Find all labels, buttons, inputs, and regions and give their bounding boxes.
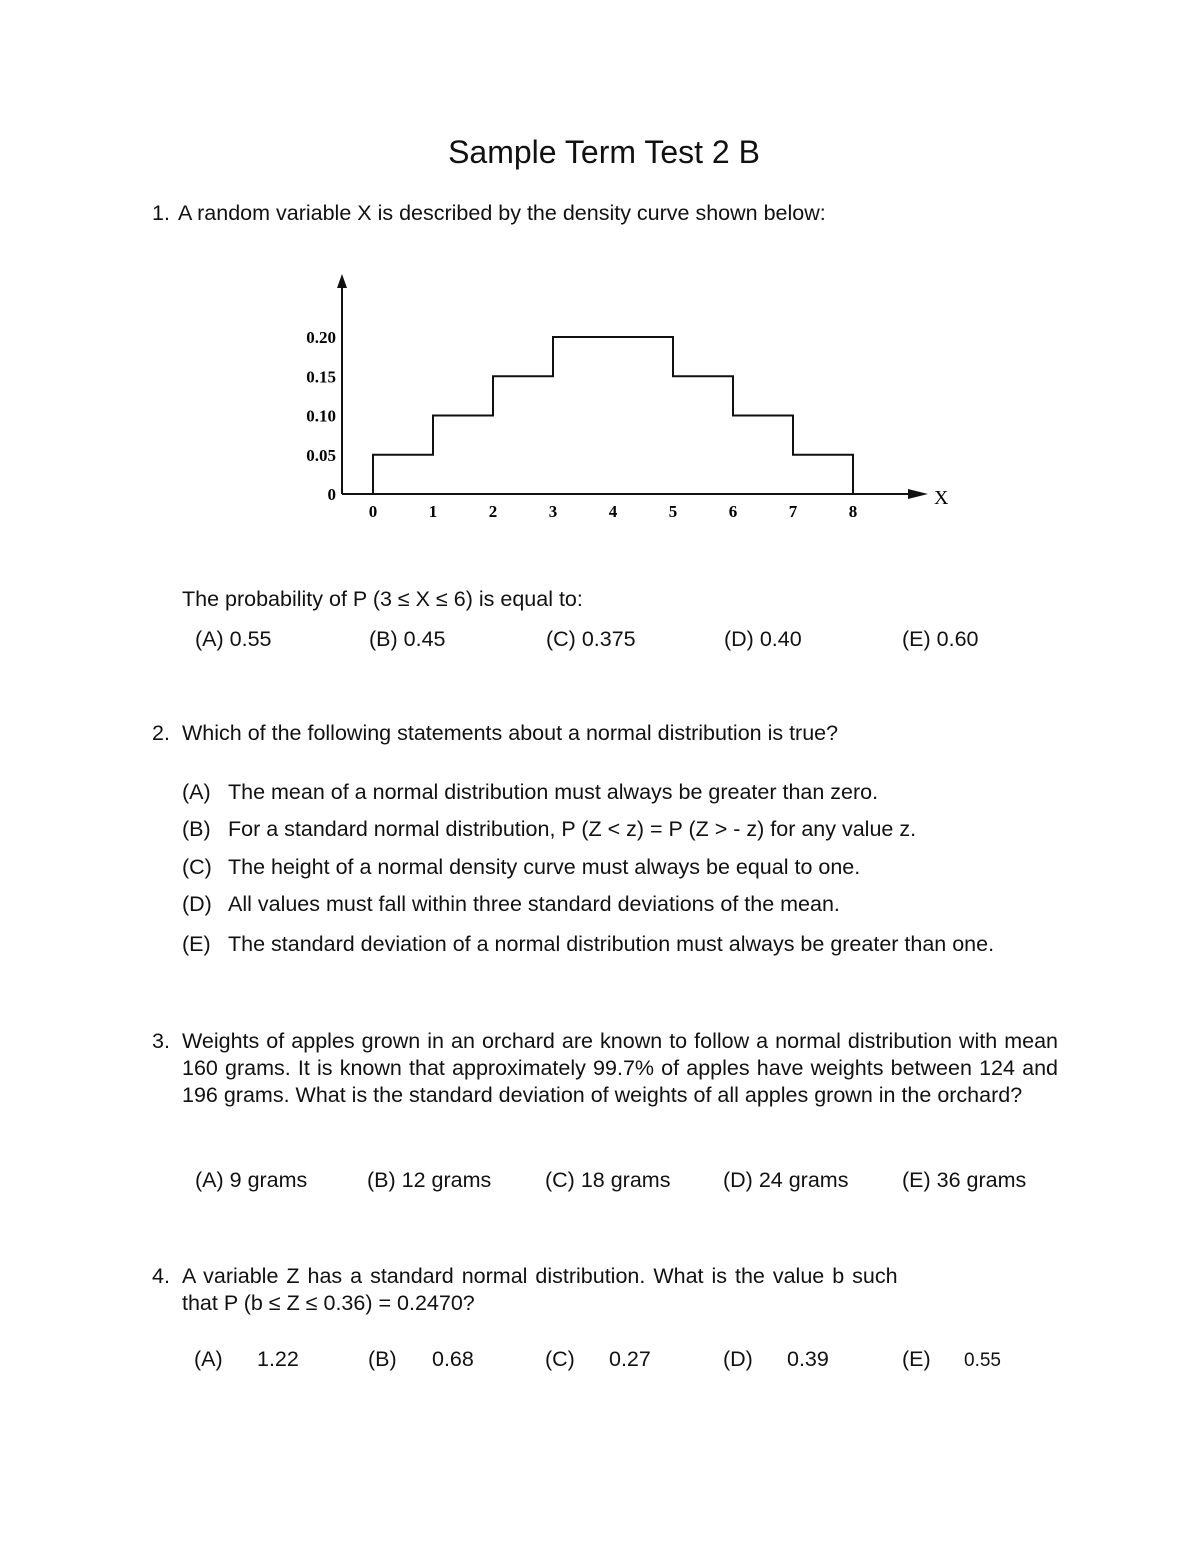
q4-option-b-letter[interactable]: (B)	[368, 1347, 397, 1371]
q4-option-e-value[interactable]: 0.55	[964, 1350, 1001, 1371]
y-axis-arrow-icon	[337, 274, 347, 288]
q1-prompt: The probability of P (3 ≤ X ≤ 6) is equal to:	[182, 587, 583, 611]
q2-option-c-letter[interactable]: (C)	[182, 855, 212, 879]
q3-number: 3.	[152, 1029, 170, 1053]
density-step-line	[373, 337, 853, 494]
q4-option-a-value[interactable]: 1.22	[257, 1347, 299, 1371]
x-axis-arrow-icon	[908, 489, 928, 499]
density-chart	[280, 262, 980, 532]
q3-text: Weights of apples grown in an orchard are known to follow a normal distribution with mean 160 grams. It is known that approximately 99.7% of apples have weights between 124 and 196 grams. What is the standard deviation of weights of all apples grown in the orchard?	[182, 1029, 1058, 1107]
q2-option-e-letter[interactable]: (E)	[182, 932, 211, 956]
q3-option-b[interactable]: (B) 12 grams	[367, 1168, 492, 1192]
x-tick-label: 5	[668, 502, 678, 521]
x-tick-label: 4	[608, 502, 618, 521]
x-tick-label: 1	[428, 502, 438, 521]
q4-option-d-letter[interactable]: (D)	[723, 1347, 753, 1371]
q2-option-c-text[interactable]: The height of a normal density curve must always be equal to one.	[228, 855, 861, 879]
y-tick-label: 0.15	[306, 367, 336, 387]
q2-option-b-letter[interactable]: (B)	[182, 817, 211, 841]
q4-option-b-value[interactable]: 0.68	[432, 1347, 474, 1371]
q1-number: 1.	[152, 201, 170, 225]
q1-option-d[interactable]: (D) 0.40	[724, 627, 802, 651]
x-tick-label: 2	[488, 502, 498, 521]
x-tick-label: 7	[788, 502, 798, 521]
q2-option-d-text[interactable]: All values must fall within three standard deviations of the mean.	[228, 892, 840, 916]
q2-option-e-text[interactable]: The standard deviation of a normal distribution must always be greater than one.	[228, 932, 995, 956]
q2-option-b-text[interactable]: For a standard normal distribution, P (Z < z) = P (Z > - z) for any value z.	[228, 817, 917, 841]
y-tick-label: 0.20	[306, 328, 336, 347]
q1-option-b[interactable]: (B) 0.45	[369, 627, 446, 651]
q3-option-a[interactable]: (A) 9 grams	[195, 1168, 308, 1192]
q3-option-d[interactable]: (D) 24 grams	[723, 1168, 849, 1192]
q2-option-a-text[interactable]: The mean of a normal distribution must always be greater than zero.	[228, 780, 879, 804]
q3-option-e[interactable]: (E) 36 grams	[902, 1168, 1027, 1192]
q2-number: 2.	[152, 721, 170, 745]
q2-option-a-letter[interactable]: (A)	[182, 780, 211, 804]
x-tick-label: 8	[848, 502, 858, 521]
q1-option-c[interactable]: (C) 0.375	[546, 627, 636, 651]
q4-option-c-value[interactable]: 0.27	[609, 1347, 651, 1371]
q2-text: Which of the following statements about a normal distribution is true?	[182, 721, 839, 745]
q1-option-a[interactable]: (A) 0.55	[195, 627, 272, 651]
x-tick-label: 0	[368, 502, 378, 521]
q4-option-c-letter[interactable]: (C)	[545, 1347, 575, 1371]
q4-line-2: that P (b ≤ Z ≤ 0.36) = 0.2470?	[182, 1291, 475, 1315]
y-tick-label: 0.05	[306, 445, 336, 465]
q4-number: 4.	[152, 1264, 170, 1288]
q4-option-d-value[interactable]: 0.39	[787, 1347, 829, 1371]
x-tick-label: 6	[728, 502, 738, 521]
page-title: Sample Term Test 2 B	[448, 134, 760, 170]
y-tick-label: 0.10	[306, 406, 336, 426]
q4-line-1: A variable Z has a standard normal distribution. What is the value b such	[182, 1264, 898, 1288]
x-tick-label: 3	[548, 502, 558, 521]
q4-option-e-letter[interactable]: (E)	[902, 1347, 931, 1371]
q1-text: A random variable X is described by the density curve shown below:	[178, 201, 826, 225]
x-axis-label: X	[934, 487, 949, 509]
q3-option-c[interactable]: (C) 18 grams	[545, 1168, 671, 1192]
q4-option-a-letter[interactable]: (A)	[194, 1347, 223, 1371]
q1-option-e[interactable]: (E) 0.60	[902, 627, 979, 651]
y-tick-label: 0	[327, 485, 336, 504]
q2-option-d-letter[interactable]: (D)	[182, 892, 212, 916]
